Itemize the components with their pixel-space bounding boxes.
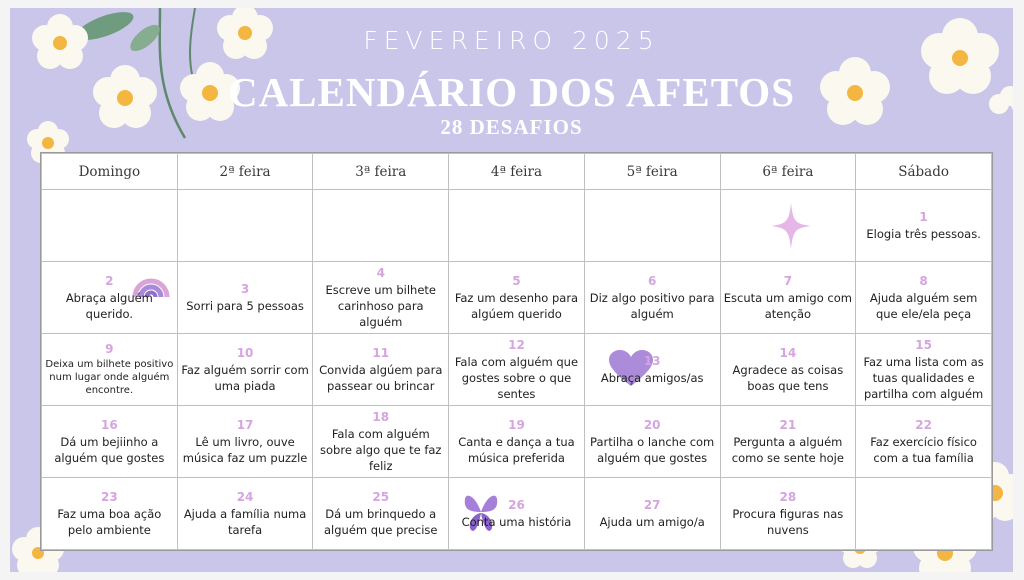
day-number: 4 [376,265,385,280]
day-challenge: Dá um bejiinho a alguém que gostes [54,434,165,465]
day-cell [449,478,585,550]
day-cell [449,262,585,334]
day-challenge: Sorri para 5 pessoas [186,298,304,313]
day-challenge: Conta uma história [461,514,572,529]
day-cell [720,334,856,406]
day-number: 14 [779,345,797,360]
day-cell [856,334,992,406]
day-challenge: Fala com alguém que gostes sobre o que sentes [454,354,579,401]
day-cell [720,478,856,550]
day-challenge: Elogia três pessoas. [866,226,981,241]
day-cell [42,190,178,262]
day-challenge: Faz um desenho para algúem querido [454,290,579,321]
day-number: 5 [512,273,521,288]
day-number: 6 [647,273,657,288]
day-number: 18 [372,409,390,424]
day-cell [313,190,449,262]
day-number: 16 [101,417,118,432]
calendar-poster [10,8,1013,572]
day-number: 8 [919,273,928,288]
day-cell [449,406,585,478]
day-cell [584,478,720,550]
day-challenge: Fala com alguém sobre algo que te faz feliz [320,426,442,473]
day-number: 9 [105,342,114,356]
day-challenge: Dá um brinquedo a alguém que precise [323,506,438,537]
day-number: 10 [236,345,254,360]
day-challenge: Lê um livro, ouve música faz um puzzle [182,434,308,465]
week-row [42,406,992,478]
day-number: 11 [372,345,390,360]
day-cell [313,334,449,406]
day-number: 1 [919,209,928,224]
weekday-wednesday: 4ª feira [449,154,585,190]
day-cell [177,262,313,334]
day-cell [856,478,992,550]
day-number: 7 [783,273,793,288]
day-cell [856,190,992,262]
calendar-body [42,190,992,550]
weekday-friday: 6ª feira [720,154,856,190]
day-challenge: Ajuda a família numa tarefa [183,506,307,537]
day-number: 13 [643,353,661,368]
day-cell [720,262,856,334]
day-number: 2 [105,273,114,288]
day-number: 3 [240,281,250,296]
day-cell [42,478,178,550]
day-number: 22 [915,417,932,432]
day-cell [313,406,449,478]
day-cell [177,406,313,478]
challenges-count: 28 DESAFIOS [440,115,583,139]
day-number: 20 [643,417,661,432]
day-cell [856,406,992,478]
day-challenge: Abraça amigos/as [600,370,704,385]
day-cell [584,406,720,478]
day-cell [720,406,856,478]
day-cell [449,334,585,406]
day-challenge: Pergunta a alguém como se sente hoje [731,434,844,465]
weekday-sunday: Domingo [42,154,178,190]
day-cell [313,478,449,550]
day-cell [177,190,313,262]
calendar-grid [40,152,993,551]
day-challenge: Escuta um amigo com atenção [723,290,852,321]
sparkle-icon [771,203,811,253]
day-challenge: Escreve um bilhete carinhoso para alguém [325,282,436,329]
day-challenge: Convida algúem para passear ou brincar [319,362,443,393]
day-cell [449,190,585,262]
weekday-monday: 2ª feira [177,154,313,190]
day-number: 28 [779,489,797,504]
day-number: 26 [508,497,525,512]
week-row [42,478,992,550]
weekday-header-row [42,154,992,190]
day-cell [42,262,178,334]
day-challenge: Faz uma boa ação pelo ambiente [57,506,162,537]
day-challenge: Diz algo positivo para alguém [589,290,715,321]
day-cell [42,334,178,406]
page-title: CALENDÁRIO DOS AFETOS [227,69,796,115]
weekday-saturday: Sábado [856,154,992,190]
day-challenge: Canta e dança a tua música preferida [458,434,575,465]
week-row [42,190,992,262]
day-number: 21 [779,417,797,432]
day-number: 19 [508,417,525,432]
day-cell [720,190,856,262]
day-challenge: Deixa um bilhete positivo num lugar onde alguém encontre. [45,359,174,396]
day-cell [42,406,178,478]
day-challenge: Partilha o lanche com alguém que gostes [590,434,715,465]
day-number: 24 [236,489,254,504]
day-challenge: Procura figuras nas nuvens [732,506,844,537]
day-cell [177,334,313,406]
day-challenge: Abraça alguém querido. [65,290,153,321]
day-challenge: Faz exercício físico com a tua família [870,434,977,465]
week-row [42,334,992,406]
calendar-table [41,153,992,550]
weekday-thursday: 5ª feira [584,154,720,190]
day-cell [584,190,720,262]
day-cell [177,478,313,550]
day-cell [584,334,720,406]
day-challenge: Ajuda um amigo/a [599,514,705,529]
month-label: FEVEREIRO 2025 [363,26,660,55]
day-number: 27 [643,497,661,512]
week-row [42,262,992,334]
day-challenge: Ajuda alguém sem que ele/ela peça [869,290,978,321]
day-cell [856,262,992,334]
day-number: 15 [915,337,932,352]
day-number: 25 [372,489,390,504]
day-cell [313,262,449,334]
day-number: 12 [508,337,525,352]
weekday-tuesday: 3ª feira [313,154,449,190]
day-number: 17 [236,417,254,432]
day-challenge: Agradece as coisas boas que tens [732,362,844,393]
day-cell [584,262,720,334]
day-challenge: Faz uma lista com as tuas qualidades e partilha com alguém [863,354,984,401]
day-number: 23 [101,489,118,504]
day-challenge: Faz alguém sorrir com uma piada [181,362,309,393]
